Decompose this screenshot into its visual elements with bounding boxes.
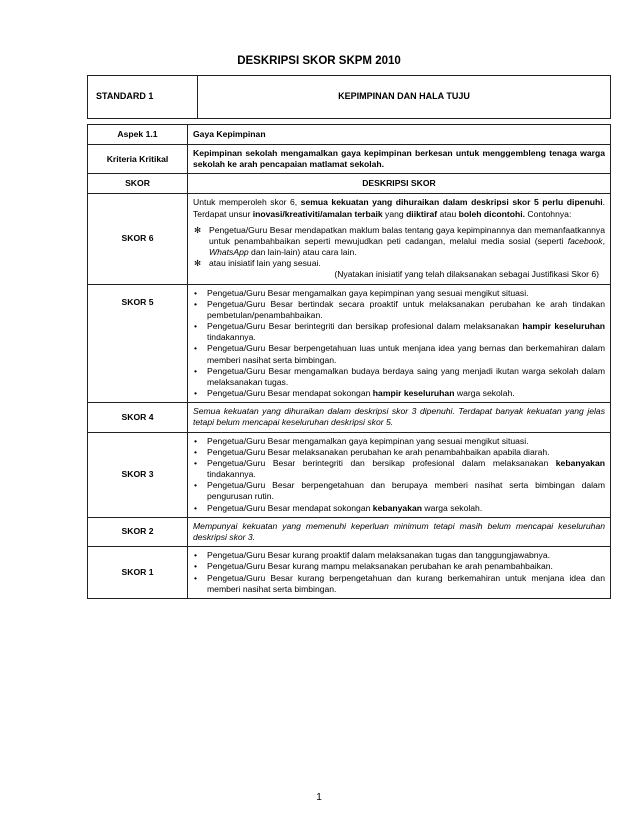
bullet-icon: •: [194, 388, 198, 399]
skor5-label: SKOR 5: [88, 284, 188, 403]
skor6-row: [88, 194, 611, 284]
skor6-star1-text: Pengetua/Guru Besar mendapatkan maklum balas tentang gaya kepimpinannya dan memanfaatkannya untuk penambahbaikan seperti mewujudkan peti cadangan, melalui media sosial (seperti: [209, 224, 605, 246]
skor5-item2: Pengetua/Guru Besar bertindak secara proaktif untuk melaksanakan perubahan ke arah tindakan pembetulan/penambahbaikan.: [207, 298, 605, 320]
skor6-star1-facebook: facebook: [567, 235, 603, 246]
kriteria-row: [88, 145, 611, 174]
list-item: [193, 458, 605, 480]
bullet-icon: •: [194, 480, 198, 491]
skor3-item3-end: tindakannya.: [207, 469, 256, 480]
kriteria-label: Kriteria Kritikal: [88, 145, 188, 174]
skor6-star1-sep: ,: [602, 235, 605, 246]
skor2-description: Mempunyai kekuatan yang memenuhi keperluan minimum tetapi masih belum mencapai keseluruhan deskripsi skor 3.: [188, 517, 611, 546]
list-item: [193, 343, 605, 365]
aspek-row: [88, 125, 611, 145]
aspek-value: Gaya Kepimpinan: [188, 125, 611, 145]
skor6-star-item: [193, 225, 605, 259]
bullet-icon: •: [194, 446, 198, 457]
skor5-item4: Pengetua/Guru Besar berpengetahuan luas untuk menjana idea yang bernas dan berkemahiran dalam memberi nasihat serta bimbingan.: [207, 343, 605, 365]
skor1-row: [88, 547, 611, 599]
skor3-item5-end: warga sekolah.: [422, 502, 483, 513]
bullet-icon: •: [194, 343, 198, 354]
skor1-label: SKOR 1: [88, 547, 188, 599]
standard-label: STANDARD 1: [88, 76, 198, 119]
skor6-star1-whatsapp: WhatsApp: [209, 247, 249, 258]
skor5-description: [188, 284, 611, 403]
skor6-star-list: [193, 225, 605, 270]
standard-header-table: [87, 75, 611, 119]
document-title: DESKRIPSI SKOR SKPM 2010: [237, 55, 401, 67]
skor3-description: [188, 432, 611, 517]
bullet-icon: •: [194, 435, 198, 446]
column-header-row: [88, 174, 611, 194]
skor3-list: [193, 436, 605, 514]
skor4-description: Semua kekuatan yang dihuraikan dalam deskripsi skor 3 dipenuhi. Terdapat banyak kekuatan yang jelas tetapi belum mencapai keseluruhan deskripsi skor 5.: [188, 403, 611, 432]
skor5-list: [193, 288, 605, 400]
skor6-note: (Nyatakan inisiatif yang telah dilaksanakan sebagai Justifikasi Skor 6): [334, 269, 599, 280]
list-item: [193, 388, 605, 399]
skor6-intro-bold2: inovasi/kreativiti/amalan terbaik: [252, 208, 383, 219]
skor6-intro-text4: atau: [437, 208, 459, 219]
skor6-intro: [193, 197, 605, 219]
skor6-intro-text5: Contohnya:: [524, 208, 572, 219]
list-item: [193, 561, 605, 572]
skor6-label: SKOR 6: [88, 194, 188, 284]
skor5-item6: Pengetua/Guru Besar mendapat sokongan: [207, 388, 373, 399]
skor6-star-item: [193, 258, 605, 269]
skor5-item6-end: warga sekolah.: [454, 388, 515, 399]
skor5-row: [88, 284, 611, 403]
list-item: [193, 288, 605, 299]
skor6-intro-text2: . Terdapat unsur: [193, 197, 605, 219]
skor5-item5: Pengetua/Guru Besar mengamalkan budaya berdaya saing yang menjadi ikutan warga sekolah dalam melaksanakan tugas.: [207, 365, 605, 387]
skor3-row: [88, 432, 611, 517]
skor5-item1: Pengetua/Guru Besar mengamalkan gaya kepimpinan yang sesuai mengikut situasi.: [207, 287, 529, 298]
star-icon: ✻: [194, 258, 202, 269]
bullet-icon: •: [194, 572, 198, 583]
skor5-item3: Pengetua/Guru Besar berintegriti dan bersikap profesional dalam melaksanakan: [207, 321, 523, 332]
skor3-item5: Pengetua/Guru Besar mendapat sokongan: [207, 502, 373, 513]
bullet-icon: •: [194, 561, 198, 572]
score-description-table: [87, 124, 611, 599]
star-icon: ✻: [194, 224, 202, 235]
col-deskripsi-header: DESKRIPSI SKOR: [188, 174, 611, 194]
skor2-row: [88, 517, 611, 546]
skor6-intro-bold4: boleh dicontohi.: [458, 208, 525, 219]
skor5-item3-end: tindakannya.: [207, 332, 256, 343]
skor2-label: SKOR 2: [88, 517, 188, 546]
list-item: [193, 436, 605, 447]
skor4-row: [88, 403, 611, 432]
skor6-intro-bold3: diiktiraf: [406, 208, 438, 219]
skor6-star2-text: atau inisiatif lain yang sesuai.: [209, 258, 321, 269]
skor3-item3: Pengetua/Guru Besar berintegriti dan bersikap profesional dalam melaksanakan: [207, 457, 556, 468]
bullet-icon: •: [194, 298, 198, 309]
skor6-description: [188, 194, 611, 284]
bullet-icon: •: [194, 321, 198, 332]
skor1-item2: Pengetua/Guru Besar kurang mampu melaksanakan perubahan ke arah penambahbaikan.: [207, 561, 553, 572]
bullet-icon: •: [194, 550, 198, 561]
skor3-label: SKOR 3: [88, 432, 188, 517]
skor6-intro-text3: yang: [382, 208, 407, 219]
list-item: [193, 480, 605, 502]
bullet-icon: •: [194, 457, 198, 468]
bullet-icon: •: [194, 502, 198, 513]
aspek-label: Aspek 1.1: [88, 125, 188, 145]
skor1-description: [188, 547, 611, 599]
bullet-icon: •: [194, 287, 198, 298]
list-item: [193, 573, 605, 595]
skor6-intro-text: Untuk memperoleh skor 6,: [193, 197, 301, 208]
skor5-item3-bold: hampir keseluruhan: [522, 321, 605, 332]
skor3-item3-bold: kebanyakan: [555, 457, 605, 468]
skor1-list: [193, 550, 605, 595]
skor3-item2: Pengetua/Guru Besar melaksanakan perubahan ke arah penambahbaikan apabila diarah.: [207, 446, 550, 457]
skor3-item1: Pengetua/Guru Besar mengamalkan gaya kepimpinan yang sesuai mengikut situasi.: [207, 435, 529, 446]
list-item: [193, 321, 605, 343]
skor1-item1: Pengetua/Guru Besar kurang proaktif dalam melaksanakan tugas dan tanggungjawabnya.: [207, 550, 551, 561]
list-item: [193, 299, 605, 321]
skor6-star1-end: dan lain-lain) atau cara lain.: [248, 247, 357, 258]
page-number: 1: [316, 792, 322, 803]
bullet-icon: •: [194, 365, 198, 376]
list-item: [193, 503, 605, 514]
skor1-item3: Pengetua/Guru Besar kurang berpengetahuan dan kurang berkemahiran untuk menjana idea dan memberi nasihat serta bimbingan.: [207, 572, 605, 594]
col-skor-header: SKOR: [88, 174, 188, 194]
list-item: [193, 366, 605, 388]
list-item: [193, 550, 605, 561]
skor6-intro-bold1: semua kekuatan yang dihuraikan dalam deskripsi skor 5 perlu dipenuhi: [300, 197, 603, 208]
skor5-item6-bold: hampir keseluruhan: [372, 388, 455, 399]
skor3-item4: Pengetua/Guru Besar berpengetahuan dan berupaya memberi nasihat serta bimbingan dalam pengurusan rutin.: [207, 480, 605, 502]
skor4-label: SKOR 4: [88, 403, 188, 432]
list-item: [193, 447, 605, 458]
skor3-item5-bold: kebanyakan: [372, 502, 423, 513]
kriteria-value: Kepimpinan sekolah mengamalkan gaya kepimpinan berkesan untuk menggembleng tenaga warga sekolah ke arah pencapaian matlamat sekolah.: [188, 145, 611, 174]
standard-title: KEPIMPINAN DAN HALA TUJU: [198, 76, 611, 119]
